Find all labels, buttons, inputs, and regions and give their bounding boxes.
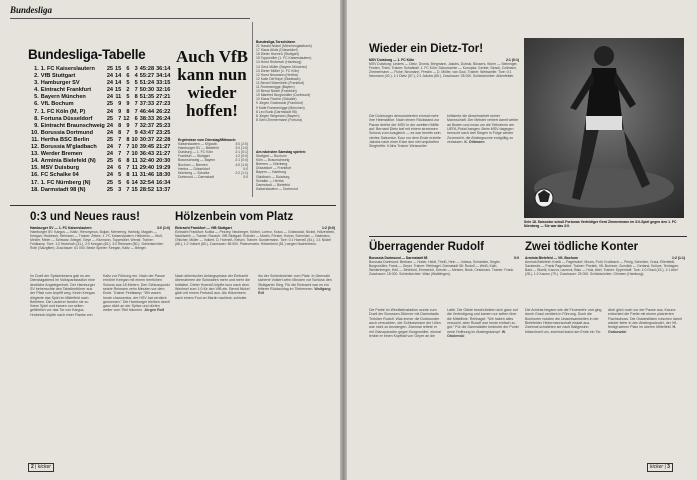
next-title: Am nächsten Samstag spielen: [256, 150, 307, 154]
result-score: 3:0 (2:0) [235, 142, 248, 147]
table-cell-team: Hertha BSC Berlin [40, 136, 90, 143]
table-cell-team: Bayern München [40, 94, 86, 101]
table-cell-games: 25 [106, 186, 114, 193]
table-cell-d: 7 [126, 186, 130, 193]
article-match: Arminia Bielefeld — VfL Bochum [525, 256, 578, 260]
table-cell-l: 10 [131, 144, 138, 151]
divider [10, 18, 250, 19]
article-score: 1:2 (1:1) [671, 256, 685, 260]
article-headline: Zwei tödliche Konter [525, 241, 639, 253]
table-cell-rank: 11. [31, 136, 39, 143]
scorer-item: 17 Klaus Allofs (Düsseldorf) [256, 48, 298, 53]
league-table [30, 66, 171, 194]
table-cell-w: 5 [118, 179, 122, 186]
table-cell-d: 7 [126, 129, 130, 136]
table-cell-d: 9 [126, 122, 130, 129]
photo-caption: Sein 18. Saisontor schoß Fortunas Verteidiger Gerd Zimmermann im 3:0-Spiel gegen den 1. FC Nürnberg — Sie war das 3:0. [524, 220, 677, 229]
result-score: 0:0 [243, 166, 248, 171]
table-cell-w: 15 [115, 87, 122, 94]
table-cell-l: 7 [134, 108, 138, 115]
next-game-item: Gladbach — Duisburg [256, 174, 290, 179]
table-cell-rank: 7. [34, 108, 39, 115]
table-cell-games: 24 [106, 87, 114, 94]
scorer-item: 14 Horst Hrubesch (Hamburg) [256, 60, 302, 65]
table-cell-rank: 17. [31, 179, 39, 186]
scorer-item: 12 Kalle Del'Haye (Gladbach) [256, 76, 301, 81]
table-cell-points: 32:16 [156, 87, 171, 94]
scorer-item: 15 Dieter Hoeneß (Stuttgart) [256, 52, 299, 57]
article-match: Eintracht Frankfurt — VfB Stuttgart [175, 226, 232, 230]
table-cell-l: 4 [134, 73, 138, 80]
table-cell-goals: 37:33 [139, 101, 155, 108]
table-row [30, 172, 171, 179]
table-cell-w: 8 [118, 122, 122, 129]
table-row [30, 73, 171, 80]
table-row [30, 116, 171, 123]
page-number: 2 [31, 464, 34, 470]
table-cell-rank: 3. [34, 80, 39, 87]
table-cell-games: 24 [106, 144, 114, 151]
table-title: Bundesliga-Tabelle [28, 47, 146, 62]
article-lineup: MSV Duisburg: Linders — Dietz, Dronia, Bregmann, Jakobs, Dubski, Büssers, Worm — Steininger, Fenten, Thies. Trainer: Schafstall. 1. FC Köln: Schumacher — Konopka, Gerber, Strack, Cullmann, Zimmermann — Flohe, Neumann, Prestin — D. Müller, van Gool. Trainer: Weisweiler. Tore: 0:1 Neumann (40.), 1:1 Dietz (57.), 2:1 Jakobs (85.). Zuschauer: 28 000. Schiedsrichter: Ahlenfelder. [369, 62, 518, 79]
table-cell-games: 24 [106, 129, 114, 136]
table-cell-games: 24 [106, 108, 114, 115]
table-cell-points: 21:27 [156, 151, 171, 158]
table-row [30, 165, 171, 172]
right-page [347, 0, 697, 480]
table-cell-games: 25 [106, 158, 114, 165]
article-author: W. Obolenski [447, 329, 506, 338]
article-headline: Überragender Rudolf [369, 241, 485, 253]
slogan-line: hoffen! [186, 101, 238, 120]
table-cell-w: 15 [115, 66, 122, 72]
table-cell-d: 5 [126, 80, 130, 87]
table-row [30, 123, 171, 130]
scorer-item: 12 Horst Neumann (Hertha) [256, 72, 298, 77]
next-list [256, 154, 336, 191]
table-row [30, 130, 171, 137]
table-cell-l: 15 [131, 186, 138, 193]
table-cell-team: Borussia M'gladbach [40, 144, 97, 151]
table-cell-d: 8 [126, 108, 130, 115]
result-match: Hertha — Düsseldorf [178, 166, 210, 171]
table-cell-w: 7 [118, 151, 122, 158]
table-cell-points: 34:14 [156, 73, 171, 80]
scorer-item: 8 Jürgen Wegmann (Bayern) [256, 113, 300, 118]
table-row [30, 137, 171, 144]
article-frankfurt [175, 210, 335, 446]
table-cell-team: Hamburger SV [40, 80, 80, 87]
table-cell-team: 1. FC Köln (M, P) [40, 108, 86, 115]
page-number: 3 [667, 464, 670, 470]
scorer-item: 9 Kalle Rummenigge (München) [256, 105, 305, 110]
table-cell-w: 6 [118, 158, 122, 165]
table-cell-games: 25 [106, 136, 114, 143]
table-cell-games: 25 [106, 66, 114, 72]
scorer-item: 9 Jürgen Grabowski (Frankfurt) [256, 101, 303, 106]
table-cell-l: 10 [131, 136, 138, 143]
table-cell-w: 3 [118, 186, 122, 193]
table-cell-rank: 15. [31, 165, 39, 172]
table-cell-games: 25 [106, 115, 114, 122]
result-score: 4:0 (1:0) [235, 162, 248, 167]
table-cell-rank: 5. [34, 94, 39, 101]
table-cell-games: 25 [106, 101, 114, 108]
table-cell-d: 6 [126, 73, 130, 80]
table-row [30, 158, 171, 165]
table-cell-d: 6 [126, 66, 130, 72]
section-label: Bundesliga [10, 5, 53, 15]
table-cell-rank: 2. [34, 73, 39, 80]
table-cell-rank: 13. [31, 151, 39, 158]
table-cell-w: 7 [118, 136, 122, 143]
table-cell-w: 9 [118, 101, 122, 108]
scorer-item: 11 Rummenigge (Bayern) [256, 85, 295, 90]
table-cell-l: 8 [134, 94, 138, 101]
table-cell-rank: 1. [34, 66, 39, 72]
table-row [30, 80, 171, 87]
result-match: Kaiserslautern — M'gladb. [178, 142, 218, 147]
table-cell-team: 1. FC Nürnberg (N) [40, 179, 91, 186]
page-footer: kicker | 3 [647, 463, 673, 472]
table-cell-points: 16:34 [156, 179, 171, 186]
table-cell-goals: 31:46 [139, 172, 155, 179]
table-cell-points: 20:30 [156, 158, 171, 165]
scorer-item: 10 Bernd Nickel (Frankfurt) [256, 89, 297, 94]
table-cell-team: Fortuna Düsseldorf [40, 115, 93, 122]
table-cell-points: 13:37 [156, 186, 171, 193]
result-match: Braunschweig — Bayern [178, 158, 216, 163]
result-score: 3:0 (1:0) [235, 146, 248, 151]
article-match: Hamburger SV — 1. FC Kaiserslautern [30, 226, 92, 230]
article-lineup: Borussia Dortmund: Bertram — Huber, Heldt, Theiß, Hein — Votava, Schneider, Segler, Burgsmüller, Frank — Geyer. Trainer: Rehhagel. Darmstadt 98: Rudolf — Weiß, Kalb, Westenberger, Heß — Bechtold, Emmerich, Drexler — Metzler, Bunk, Cestonaro. Trainer: Frank. Zuschauer: 18 000. Schiedsrichter: Walz (Waiblingen). [369, 260, 515, 277]
result-score: 2:1 (0:0) [235, 158, 248, 163]
slogan [172, 48, 252, 120]
table-cell-goals: 32:40 [139, 158, 155, 165]
divider [252, 22, 253, 197]
table-cell-points: 27:21 [156, 94, 171, 101]
next-game-item: Köln — Braunschweig [256, 158, 290, 163]
result-match: Frankfurt — Stuttgart [178, 154, 210, 159]
scorers-title: Bundesliga-Torschützen [256, 40, 296, 44]
table-cell-games: 24 [106, 94, 114, 101]
table-cell-d: 2 [126, 87, 130, 94]
next-game-item: Darmstadt — Bielefeld [256, 182, 290, 187]
article-body [175, 274, 335, 446]
article-body-text: Die Duisburger demonstrierten einmal mehr ihre Heimstärke. Nach einem Rückstand zur Pause drehte der MSV in der zweiten Hälfte auf. Bernard Dietz traf mit einem strammen Schuss zum Ausgleich — es war bereits sein viertes Saisontor. Kurz vor dem Ende erzielte Jakobs nach einer Ecke den viel umjubelten Siegtreffer. Kölns Trainer Weisweiler kritisierte die Abwehrarbeit seiner Mannschaft. Der Meister verliert damit weiter an Boden und muss um die Teilnahme am UEFA-Pokal bangen. Beim MSV dagegen herrscht nach drei Siegen in Folge wieder Zuversicht, die Abstiegszone endgültig zu verlassen. [369, 114, 519, 149]
table-row [30, 101, 171, 108]
table-cell-d: 8 [126, 136, 130, 143]
table-cell-d: 7 [126, 165, 130, 172]
table-cell-d: 7 [126, 144, 130, 151]
table-cell-points: 26:22 [156, 108, 171, 115]
scorer-item: 8 Leo Bunk (Darmstadt 98) [256, 109, 297, 114]
table-cell-points: 36:14 [156, 66, 171, 72]
next-game-item: Bremen — Nürnberg [256, 162, 288, 167]
table-cell-team: Borussia Dortmund [40, 129, 93, 136]
table-cell-games: 24 [106, 122, 114, 129]
scorers-box [256, 40, 336, 122]
table-cell-team: Arminia Bielefeld (N) [40, 158, 96, 165]
table-cell-rank: 10. [31, 129, 39, 136]
page-footer: 2 | kicker [28, 463, 54, 472]
result-score: 0:0 [243, 174, 248, 179]
table-cell-w: 14 [115, 73, 122, 80]
spine [340, 0, 347, 480]
table-row [30, 187, 171, 194]
table-cell-goals: 29:40 [139, 165, 155, 172]
table-cell-rank: 14. [31, 158, 39, 165]
table-cell-w: 8 [118, 129, 122, 136]
next-box [256, 150, 336, 191]
article-author: K. Dittmann [464, 139, 485, 144]
table-cell-w: 11 [115, 94, 122, 101]
scorer-item: 14 Gerd Müller (Bayern München) [256, 64, 308, 69]
table-cell-d: 8 [126, 158, 130, 165]
article-dortmund [369, 240, 519, 456]
table-cell-rank: 18. [31, 186, 39, 193]
table-cell-team: 1. FC Kaiserslautern [40, 66, 95, 72]
table-cell-l: 14 [131, 179, 138, 186]
table-cell-rank: 16. [31, 172, 39, 179]
table-cell-l: 11 [131, 165, 138, 172]
result-match: Duisburg — 1. FC Köln [178, 150, 213, 155]
article-headline: Wieder ein Dietz-Tor! [369, 43, 484, 55]
table-cell-team: Werder Bremen [40, 151, 83, 158]
table-cell-w: 9 [118, 108, 122, 115]
table-cell-goals: 28:52 [139, 186, 155, 193]
article-body [369, 114, 519, 240]
next-game-item: Stuttgart — Bochum [256, 154, 287, 159]
table-cell-goals: 39:45 [139, 144, 155, 151]
table-cell-points: 18:30 [156, 172, 171, 179]
table-cell-games: 24 [106, 73, 114, 80]
table-cell-goals: 32:54 [139, 179, 155, 186]
results-list [178, 142, 248, 179]
article-author: Wolfgang Rüf [258, 286, 331, 296]
article-score: 1:2 (0:0) [321, 226, 335, 230]
table-row [30, 180, 171, 187]
article-match: MSV Duisburg — 1. FC Köln [369, 58, 415, 62]
table-cell-points: 25:23 [156, 122, 171, 129]
table-cell-team: MSV Duisburg [40, 165, 80, 172]
table-cell-goals: 45:28 [139, 66, 155, 72]
divider [10, 205, 336, 206]
next-game-item: Bayern — Hamburg [256, 170, 286, 175]
article-hsv [30, 210, 170, 446]
slogan-line: Auch VfB [176, 47, 248, 66]
table-cell-games: 25 [106, 179, 114, 186]
table-cell-w: 5 [118, 172, 122, 179]
table-cell-w: 7 [118, 115, 122, 122]
table-row [30, 151, 171, 158]
scorer-item: 15 Toppmöller (1. FC Kaiserslautern) [256, 56, 312, 61]
article-score: 2:1 (0:1) [505, 58, 519, 62]
table-cell-goals: 51:35 [139, 94, 155, 101]
article-author: H. Grabowski [608, 325, 677, 334]
table-cell-l: 11 [131, 172, 138, 179]
result-match: Bochum — Bremen [178, 162, 208, 167]
table-cell-d: 9 [126, 101, 130, 108]
scorer-item: 11 Bernd Hölzenbein (Frankfurt) [256, 80, 305, 85]
table-cell-d: 8 [126, 172, 130, 179]
table-cell-games: 24 [106, 172, 114, 179]
result-score: 2:2 (1:1) [235, 170, 248, 175]
article-lineup: Arminia Bielefeld: Kneib — Pagelsdorf, Moors, Pohl, Krobbach — Pirsig, Schröder, Graul, Eilenfeldt, Sackewitz — Frank Pagelsdorf. Trainer: Piontek. VfL Bochum: Zumdick — Gerland, Knüwe, Tenhagen, Bast — Woelk, Kaczor, Lameck, Blau — Holz, Abel. Trainer: Eppenhoff. Tore: 1:0 Graul (15.), 1:1 Abel (28.), 1:2 Kaczor (79.). Zuschauer: 25 000. Schiedsrichter: Ohmsen (Hamburg). [525, 260, 680, 277]
left-page [0, 0, 340, 480]
table-cell-rank: 6. [34, 101, 39, 108]
table-cell-l: 7 [134, 87, 138, 94]
next-game-item: Kaiserslautern — Dortmund [256, 186, 298, 191]
article-author: Jürgen Rolf [144, 308, 165, 313]
table-cell-l: 7 [134, 122, 138, 129]
table-cell-l: 3 [134, 66, 138, 72]
article-score: 0:0 [514, 256, 519, 260]
table-cell-team: Eintracht Braunschweig [40, 122, 105, 129]
table-cell-points: 19:29 [156, 165, 171, 172]
next-game-item: Schalke — Hertha [256, 178, 284, 183]
table-cell-w: 7 [118, 144, 122, 151]
table-cell-team: VfL Bochum [40, 101, 74, 108]
table-cell-l: 11 [131, 158, 138, 165]
table-cell-goals: 30:37 [139, 136, 155, 143]
table-cell-goals: 43:47 [139, 129, 155, 136]
divider [369, 236, 687, 237]
table-cell-goals: 50:30 [139, 87, 155, 94]
article-body [525, 308, 685, 456]
footer-brand: kicker [37, 464, 51, 470]
table-cell-goals: 38:33 [139, 115, 155, 122]
table-cell-points: 21:27 [156, 144, 171, 151]
table-cell-rank: 8. [34, 115, 39, 122]
result-score: 1:2 (0:0) [235, 154, 248, 159]
table-cell-w: 6 [118, 165, 122, 172]
table-cell-l: 7 [134, 101, 138, 108]
results-box [178, 138, 248, 179]
table-cell-team: FC Schalke 04 [40, 172, 79, 179]
article-headline: Hölzenbein vom Platz [175, 211, 294, 223]
article-headline: 0:3 und Neues raus! [30, 211, 140, 223]
article-score: 3:0 (1:0) [156, 226, 170, 230]
table-cell-l: 5 [134, 80, 138, 87]
article-lineup: Eintracht Frankfurt: Koitka — Pezzey, Neuberger, Körbel, Lorenz, Kraus — Grabowski, Nickel, Hölzenbein, Nachtweih — Trainer: Rausch. VfB Stuttgart: Roleder — Martin, Förster, Holcer, Schmider — Hadewicz, Ohlicher, Müller — Volkert, D. Hoeneß, Kelsch. Trainer: Sundermann. Tore: 0:1 Hoeneß (54.), 1:1 Nickel (68.), 1:2 Volkert (80.). Zuschauer: 58 000. Platzverweis: Hölzenbein (81.) wegen Nachtretens. [175, 230, 335, 247]
table-cell-l: 10 [131, 151, 138, 158]
table-cell-goals: 36:43 [139, 151, 155, 158]
table-cell-points: 22:28 [156, 136, 171, 143]
table-cell-l: 9 [134, 129, 138, 136]
table-cell-games: 24 [106, 80, 114, 87]
table-cell-points: 26:24 [156, 115, 171, 122]
scorer-item: 8 Gerd Zimmermann (Fortuna) [256, 117, 303, 122]
article-bielefeld [525, 240, 685, 456]
table-cell-rank: 9. [34, 122, 39, 129]
table-cell-points: 33:15 [156, 80, 171, 87]
table-cell-l: 6 [134, 115, 138, 122]
article-body [369, 308, 519, 456]
scorer-item: 10 Manfred Burgsmüller (Dortmund) [256, 93, 311, 98]
table-cell-d: 5 [126, 94, 130, 101]
result-match: Dortmund — Darmstadt [178, 174, 214, 179]
match-photo [524, 38, 684, 218]
slogan-line: kann nun [177, 65, 247, 84]
table-row [30, 94, 171, 101]
table-cell-team: Eintracht Frankfurt [40, 87, 92, 94]
table-cell-d: 7 [126, 151, 130, 158]
results-title: Ergebnisse vom Dienstag/Mittwoch: [178, 138, 237, 142]
table-cell-rank: 4. [34, 87, 39, 94]
article-body-text: Die Partie im Westfalenstadion wurde zum Duell der Borussen-Stürmer mit Darmstadts Torhüter Rudolf. Was immer die Dortmunder auch versuchten, der Schlussmann der Lilien war nicht zu bezwingen. Zweimal rettete er mit Glanzparaden gegen Burgsmüller, einmal lenkte er einen Kopfball von Geyer an die Latte. Die Gäste beschränkten sich ganz auf die Verteidigung und kamen nur selten über die Mittellinie. Rehhagel: "Wir haben alles versucht, aber Rudolf war heute einfach zu gut." Für die Darmstädter bedeutet der Punkt neue Hoffnung im Abstiegskampf. [369, 308, 519, 338]
article-body-text: Nach stürmischer Anfangsphase der Eintracht übernahmen die Schwaben mehr und mehr die Initiative. Dieter Hoeneß köpfte kurz nach dem Wechsel zum 1:0 für den VfB ein. Bernd Nickel glich mit einem Freistoß aus. Als Hölzenbein nach einem Foul an Martin nachtrat, schickte ihn der Schiedsrichter vom Platz. In Überzahl sicherte Volkert zehn Minuten vor Schluss den Stuttgarter Sieg. Für die Eintracht war es ein bitterer Rückschlag im Titelrennen. [175, 274, 332, 300]
table-row [30, 87, 171, 94]
table-cell-goals: 32:37 [139, 122, 155, 129]
next-game-item: Düsseldorf — Frankfurt [256, 166, 292, 171]
table-cell-w: 14 [115, 80, 122, 87]
table-row [30, 109, 171, 116]
player-image [524, 38, 684, 218]
article-lineup: Hamburger SV: Kargus — Kaltz, Hieronymus, Buljan, Memering, Hartwig, Magath — Keegan, Hrubesch, Reimann — Trainer: Zebec. 1. FC Kaiserslautern: Hellström — Wolf, Melzer, Meier — Schwarz, Briegel, Geye — Kitzmann, Toppmöller, Wendt. Trainer: Feldkamp. Tore: 1:0 Hrubesch (31.), 2:0 Keegan (62.), 3:0 Reimann (80.). Schiedsrichter: Roth (Salzgitter). Zuschauer: 61 000. Beste Spieler: Keegan, Kaltz — Briegel. [30, 230, 164, 251]
scorer-item: 10 Klaus Fischer (Schalke) [256, 97, 297, 102]
scorer-item: 21 Harald Nickel (Mönchengladbach) [256, 44, 312, 49]
table-cell-d: 6 [126, 179, 130, 186]
table-cell-goals: 46:44 [139, 108, 155, 115]
slogan-line: wieder [187, 83, 237, 102]
table-cell-rank: 12. [31, 144, 39, 151]
result-match: Nürnberg — Schalke [178, 170, 210, 175]
table-cell-points: 23:25 [156, 129, 171, 136]
table-cell-team: Darmstadt 98 (N) [40, 186, 86, 193]
table-row [30, 66, 171, 73]
result-item [178, 175, 248, 179]
table-cell-goals: 55:27 [139, 73, 155, 80]
article-body-text: Die Arminia begann wie die Feuerwehr und ging durch Graul verdient in Führung. Doch die Bochumer nutzten die Unachtsamkeiten in der Bielefelder Hintermannschaft eiskalt aus. Zweimal schalteten sie nach Ballgewinn blitzschnell um, zweimal stand am Ende ein Tor. Abel glich noch vor der Pause aus, Kaczor entschied die Partie mit einem platzierten Flachschuss. Die Ostwestfalen rutschen damit wieder tiefer in den Abstiegsstrudel, der VfL festigt seinen Platz im oberen Mittelfeld. [525, 308, 682, 334]
table-cell-goals: 51:24 [139, 80, 155, 87]
table-cell-games: 24 [106, 165, 114, 172]
table-cell-games: 24 [106, 151, 114, 158]
article-body [30, 274, 170, 446]
result-match: Hamburger SV — Bielefeld [178, 146, 219, 151]
article-duisburg [369, 42, 519, 240]
table-row [30, 144, 171, 151]
result-score: 2:1 (0:1) [235, 150, 248, 155]
table-cell-team: VfB Stuttgart [40, 73, 76, 80]
table-cell-d: 12 [123, 115, 130, 122]
table-cell-points: 27:23 [156, 101, 171, 108]
article-body-text: Im Duell der Spitzenteams gab es am Dienstagabend im Volksparkstadion eine deutliche Angelegenheit. Der Hamburger SV beherrschte den Tabellenführer aus der Pfalz vom Anpfiff weg. Kevin Keegan dirigierte das Spiel im Mittelfeld nach Belieben. Die Lauterer fanden nie zu ihrem Spiel und kamen nur selten gefährlich vor das Tor von Kargus. Hrubesch köpfte nach einer Flanke von Kaltz zur Führung ein. Nach der Pause erhöhte Keegan mit einem herrlichen Schuss aus 18 Metern. Den Schlusspunkt setzte Reimann zehn Minuten vor dem Ende. Trainer Feldkamp: "Wir waren heute chancenlos, der HSV hat verdient gewonnen." Die Hamburger bleiben damit ganz dicht an der Spitze und dürfen weiter vom Titel träumen. [30, 274, 170, 317]
scorers-list [256, 44, 336, 122]
footer-brand: kicker [650, 464, 664, 470]
article-match: Borussia Dortmund — Darmstadt 98 [369, 256, 428, 260]
scorer-item: 13 Dieter Müller (1. FC Köln) [256, 68, 300, 73]
